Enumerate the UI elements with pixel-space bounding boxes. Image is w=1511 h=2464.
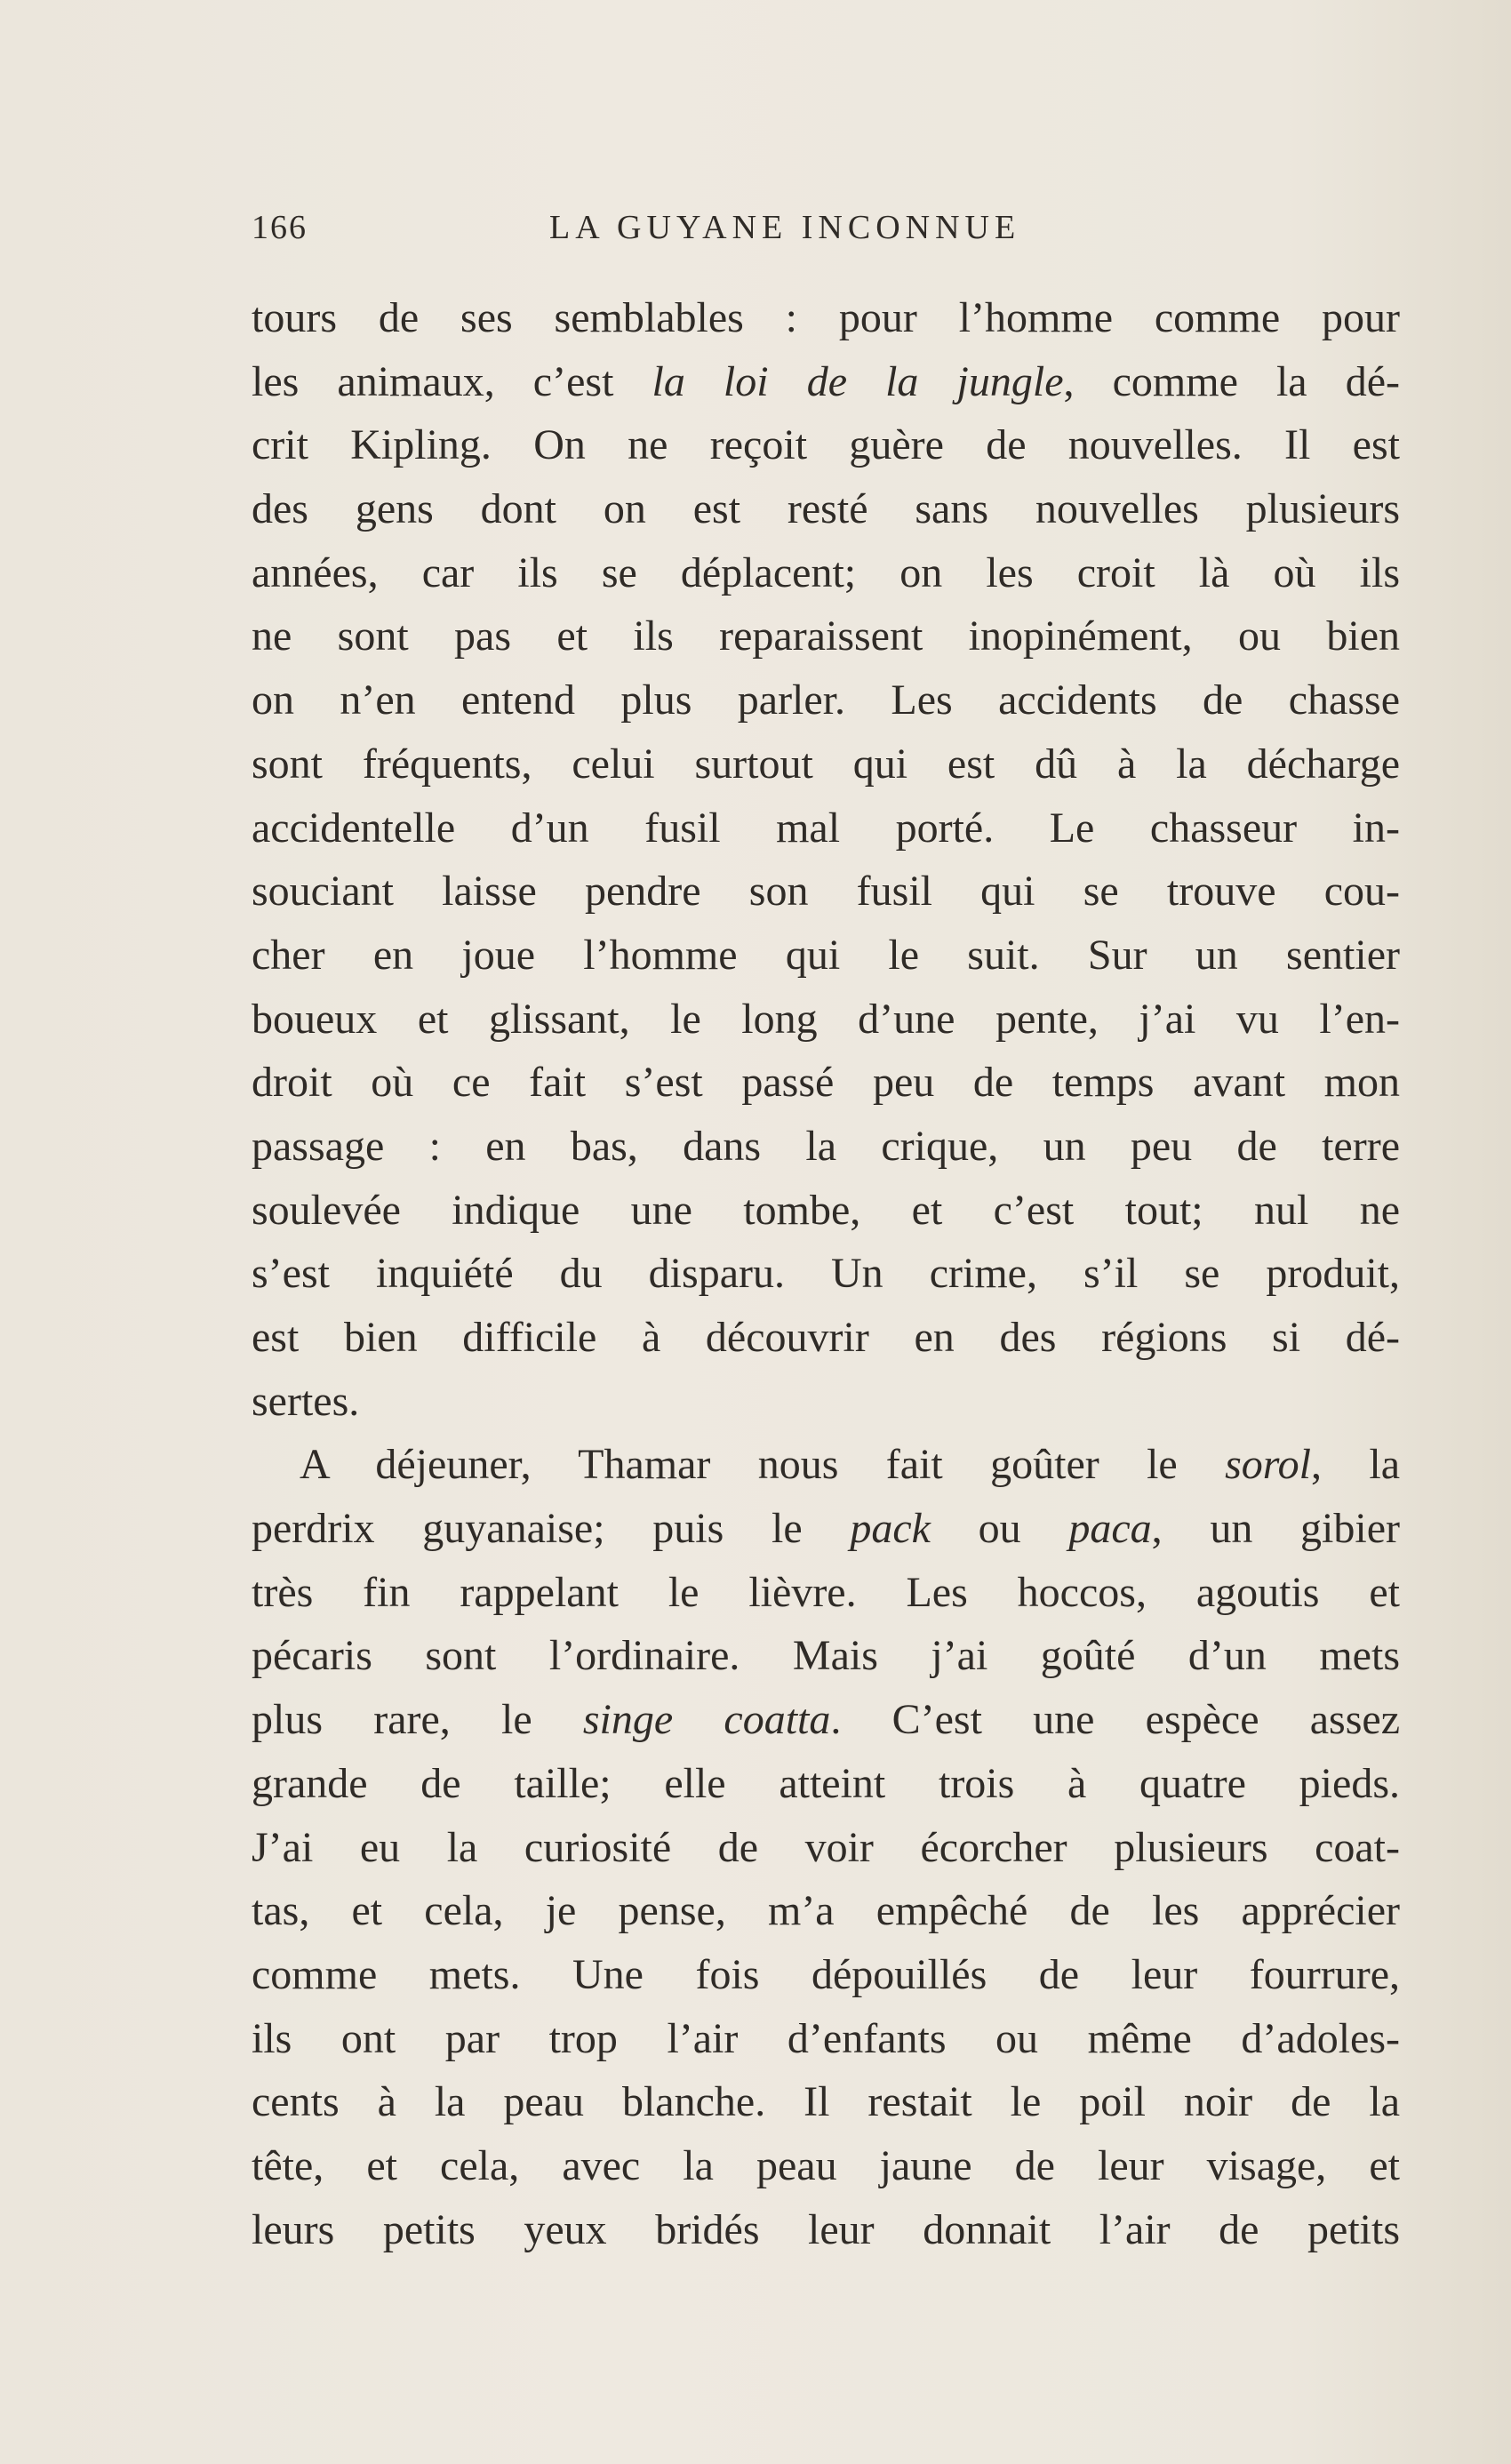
text-line: on n’en entend plus parler. Les accidents de chasse bbox=[252, 676, 1400, 724]
text-line: souciant laisse pendre son fusil qui se trouve cou- bbox=[252, 868, 1400, 916]
italic-term: singe coatta bbox=[582, 1696, 831, 1744]
page-header bbox=[252, 201, 1400, 254]
text-line: années, car ils se déplacent; on les croit là où ils bbox=[252, 548, 1400, 596]
text-line: crit Kipling. On ne reçoit guère de nouvelles. Il est bbox=[252, 421, 1400, 469]
text-line: sertes. bbox=[252, 1377, 360, 1425]
text-line: A déjeuner, Thamar nous fait goûter le sorol, la bbox=[300, 1441, 1400, 1489]
text-line: est bien difficile à découvrir en des régions si dé- bbox=[252, 1314, 1400, 1361]
text-line: ne sont pas et ils reparaissent inopinément, ou bien bbox=[252, 612, 1400, 660]
text-line: plus rare, le singe coatta. C’est une espèce assez bbox=[252, 1696, 1400, 1744]
text-line: cher en joue l’homme qui le suit. Sur un sentier bbox=[252, 931, 1400, 979]
text-line: les animaux, c’est la loi de la jungle, comme la dé- bbox=[252, 357, 1400, 405]
text-line: tête, et cela, avec la peau jaune de leur visage, et bbox=[252, 2141, 1400, 2189]
text-line: s’est inquiété du disparu. Un crime, s’il se produit, bbox=[252, 1250, 1400, 1298]
italic-term: pack bbox=[850, 1505, 931, 1553]
text-line: J’ai eu la curiosité de voir écorcher plusieurs coat- bbox=[252, 1823, 1400, 1871]
text-line: droit où ce fait s’est passé peu de temps avant mon bbox=[252, 1059, 1400, 1107]
italic-term: sorol bbox=[1225, 1441, 1311, 1489]
text-line: pécaris sont l’ordinaire. Mais j’ai goûté d’un mets bbox=[252, 1632, 1400, 1680]
text-line: grande de taille; elle atteint trois à quatre pieds. bbox=[252, 1759, 1400, 1807]
text-line: soulevée indique une tombe, et c’est tout; nul ne bbox=[252, 1186, 1400, 1234]
text-line: passage : en bas, dans la crique, un peu de terre bbox=[252, 1122, 1400, 1170]
running-title: LA GUYANE INCONNUE bbox=[549, 209, 1021, 246]
text-line: perdrix guyanaise; puis le pack ou paca, un gibier bbox=[252, 1505, 1400, 1553]
text-line: très fin rappelant le lièvre. Les hoccos, agoutis et bbox=[252, 1568, 1400, 1616]
text-line: boueux et glissant, le long d’une pente, j’ai vu l’en- bbox=[252, 995, 1400, 1043]
body-text bbox=[252, 286, 1400, 2261]
text-line: sont fréquents, celui surtout qui est dû à la décharge bbox=[252, 740, 1400, 788]
text-line: leurs petits yeux bridés leur donnait l’air de petits bbox=[252, 2205, 1400, 2253]
text-line: comme mets. Une fois dépouillés de leur fourrure, bbox=[252, 1950, 1400, 1998]
text-line: ils ont par trop l’air d’enfants ou même d’adoles- bbox=[252, 2014, 1400, 2062]
italic-term: paca bbox=[1068, 1505, 1152, 1553]
page-number: 166 bbox=[252, 209, 308, 246]
text-line: tas, et cela, je pense, m’a empêché de les apprécier bbox=[252, 1887, 1400, 1935]
text-line: cents à la peau blanche. Il restait le poil noir de la bbox=[252, 2078, 1400, 2126]
text-line: des gens dont on est resté sans nouvelles plusieurs bbox=[252, 485, 1400, 533]
text-line: tours de ses semblables : pour l’homme comme pour bbox=[252, 294, 1400, 341]
text-line: accidentelle d’un fusil mal porté. Le chasseur in- bbox=[252, 804, 1400, 852]
italic-term: la loi de la jungle bbox=[652, 357, 1064, 405]
